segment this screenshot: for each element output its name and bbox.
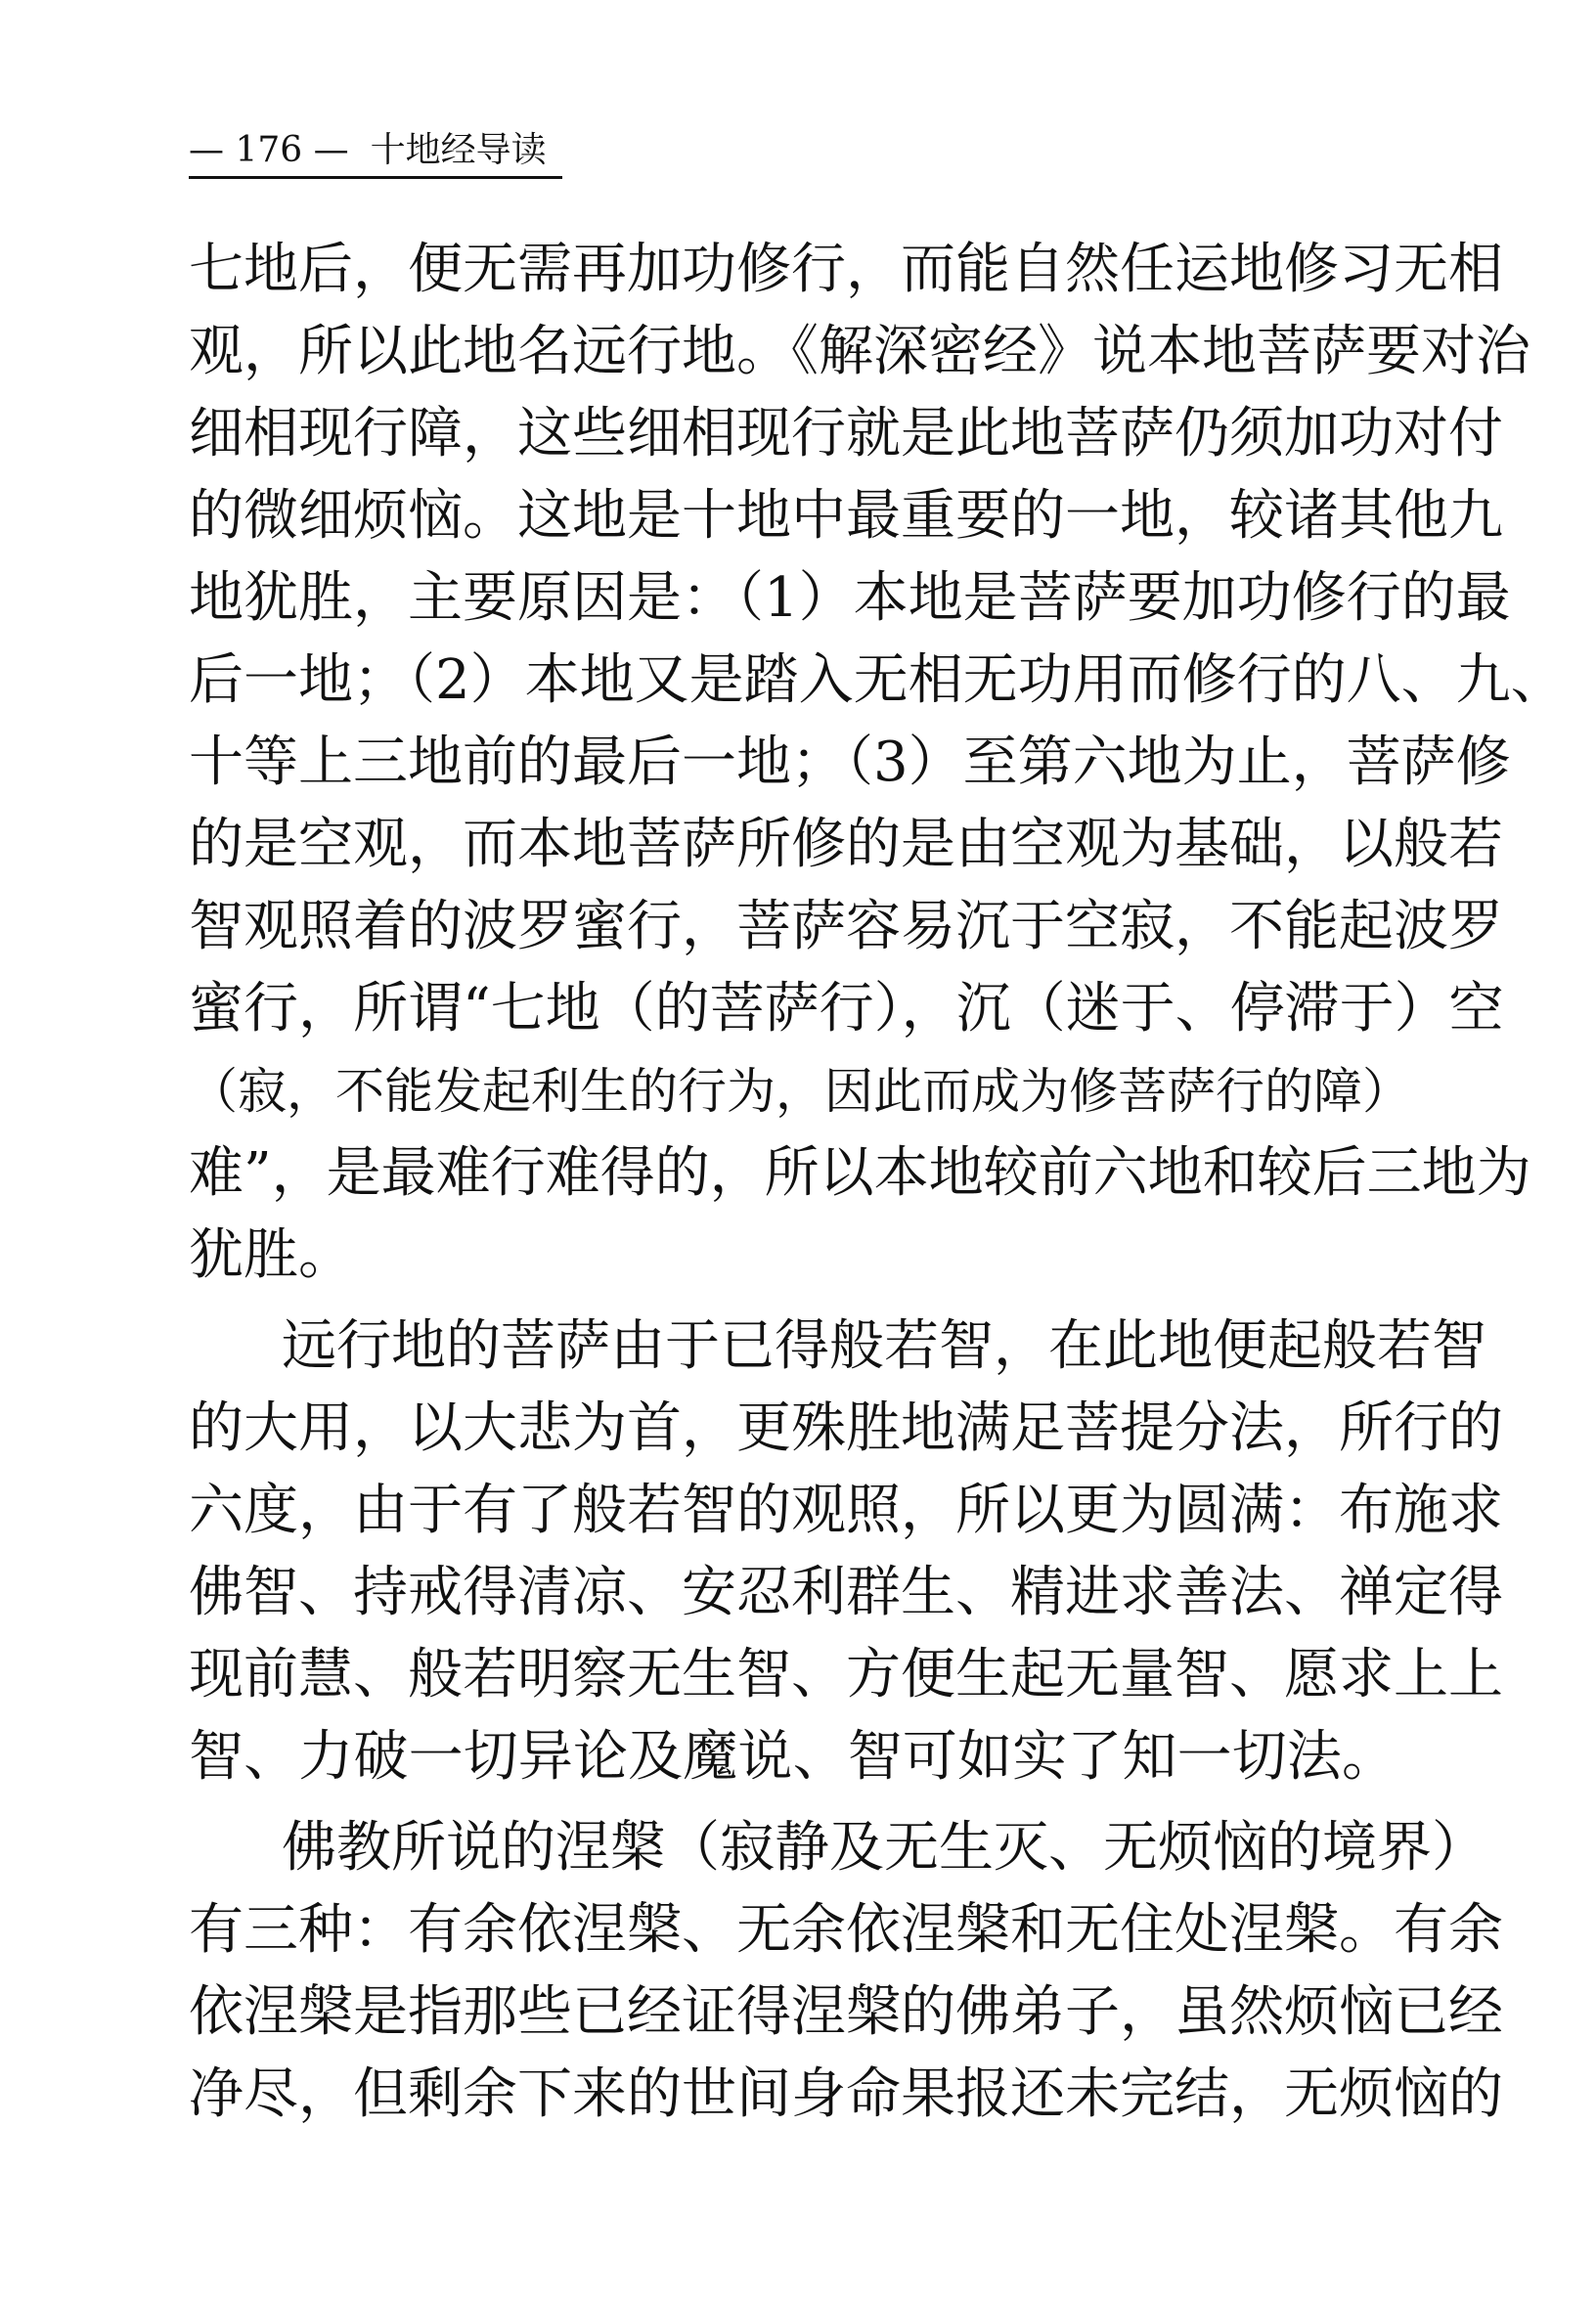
text-line: 地犹胜，主要原因是：（1）本地是菩萨要加功修行的最 (189, 566, 1511, 630)
text-line: 蜜行，所谓“七地（的菩萨行），沉（迷于、停滞于）空 (189, 977, 1504, 1041)
text-line: 七地后，便无需再加功修行，而能自然任运地修习无相 (189, 238, 1503, 301)
paragraph (189, 229, 1566, 1297)
paragraph (189, 1306, 1503, 1798)
book-title: 十地经导读 (370, 130, 547, 170)
text-line: 难”，是最难行难得的，所以本地较前六地和较后三地为 (189, 1141, 1531, 1205)
text-line: 智观照着的波罗蜜行，菩萨容易沉于空寂，不能起波罗 (189, 895, 1503, 958)
text-line: 佛教所说的涅槃（寂静及无生灭、无烦恼的境界） (282, 1816, 1486, 1880)
paragraph (189, 1807, 1503, 2136)
text-line: 观，所以此地名远行地。《解深密经》说本地菩萨要对治 (189, 320, 1530, 383)
text-line: 智、力破一切异论及魔说、智可如实了知一切法。 (189, 1725, 1396, 1789)
text-line: 远行地的菩萨由于已得般若智，在此地便起般若智 (282, 1314, 1486, 1378)
text-line: 的是空观，而本地菩萨所修的是由空观为基础，以般若 (189, 813, 1503, 876)
text-line: 后一地；（2）本地又是踏入无相无功用而修行的八、九、 (189, 648, 1566, 712)
text-line: 的微细烦恼。这地是十地中最重要的一地，较诸其他九 (189, 484, 1503, 548)
running-header (189, 125, 562, 179)
text-line: 细相现行障，这些细相现行就是此地菩萨仍须加功对付 (189, 402, 1503, 465)
text-line: 现前慧、般若明察无生智、方便生起无量智、愿求上上 (189, 1643, 1503, 1706)
text-line: 的大用，以大悲为首，更殊胜地满足菩提分法，所行的 (189, 1396, 1503, 1460)
text-line: 六度，由于有了般若智的观照，所以更为圆满：布施求 (189, 1479, 1503, 1542)
text-line: 净尽，但剩余下来的世间身命果报还未完结，无烦恼的 (189, 2062, 1503, 2126)
text-line: 有三种：有余依涅槃、无余依涅槃和无住处涅槃。有余 (189, 1898, 1503, 1962)
text-line: 佛智、持戒得清凉、安忍利群生、精进求善法、禅定得 (189, 1561, 1503, 1624)
page-body (189, 229, 1566, 2145)
text-line: 十等上三地前的最后一地；（3）至第六地为止，菩萨修 (189, 731, 1511, 794)
page-number: — 176 — (189, 130, 349, 170)
text-line: 犹胜。 (189, 1223, 353, 1287)
text-line: 依涅槃是指那些已经证得涅槃的佛弟子，虽然烦恼已经 (189, 1980, 1503, 2044)
text-line: （寂，不能发起利生的行为，因此而成为修菩萨行的障） (189, 1063, 1411, 1120)
